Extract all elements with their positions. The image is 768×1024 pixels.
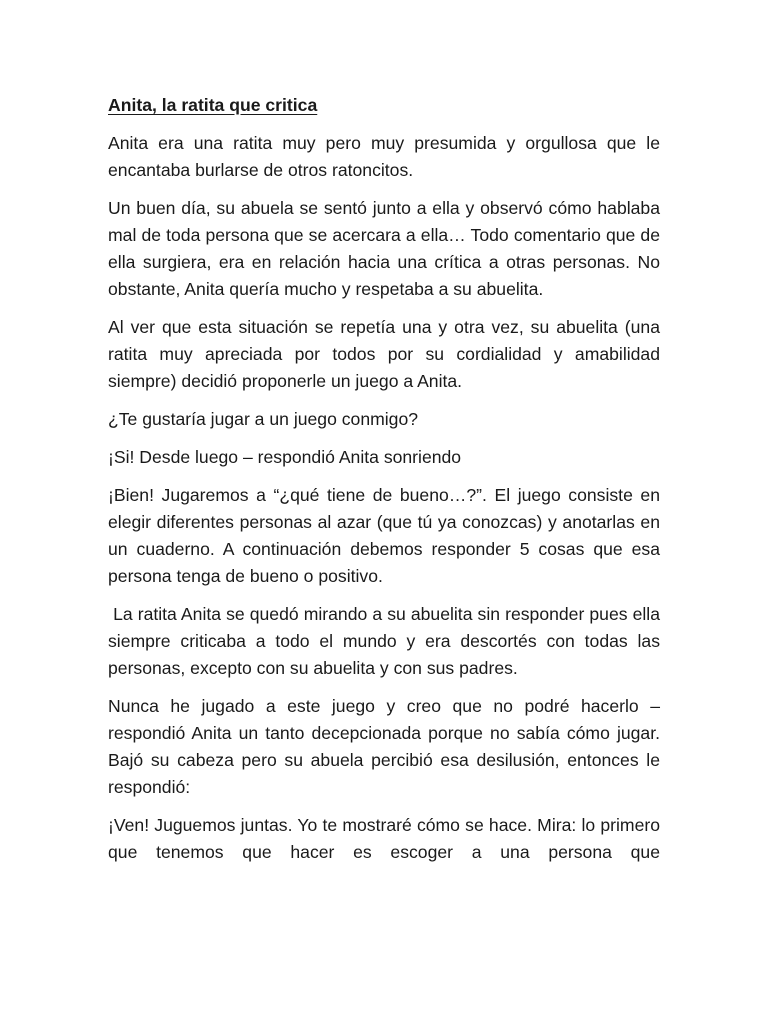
paragraph: Al ver que esta situación se repetía una y otra vez, su abuelita (una ratita muy apreciada por todos por su cordialidad y amabilidad siempre) decidió proponerle un juego a Anita. [108,317,660,391]
paragraph: Nunca he jugado a este juego y creo que no podré hacerlo – respondió Anita un tanto decepcionada porque no sabía cómo jugar. Bajó su cabeza pero su abuela percibió esa desilusión, entonces le respondió: [108,696,660,797]
paragraph: ¡Bien! Jugaremos a “¿qué tiene de bueno…?”. El juego consiste en elegir diferentes personas al azar (que tú ya conozcas) y anotarlas en un cuaderno. A continuación debemos responder 5 cosas que esa persona tenga de bueno o positivo. [108,485,660,586]
paragraph: La ratita Anita se quedó mirando a su abuelita sin responder pues ella siempre criticaba a todo el mundo y era descortés con todas las personas, excepto con su abuelita y con sus padres. [108,604,665,678]
paragraph: ¡Ven! Juguemos juntas. Yo te mostraré cómo se hace. Mira: lo primero que tenemos que hacer es escoger a una persona que [108,815,660,862]
paragraph: ¡Si! Desde luego – respondió Anita sonriendo [108,447,462,467]
paragraph: ¿Te gustaría jugar a un juego conmigo? [108,409,419,429]
document-title: Anita, la ratita que critica [108,95,318,115]
paragraph: Anita era una ratita muy pero muy presumida y orgullosa que le encantaba burlarse de otros ratoncitos. [108,133,660,180]
paragraph: Un buen día, su abuela se sentó junto a ella y observó cómo hablaba mal de toda persona que se acercara a ella… Todo comentario que de ella surgiera, era en relación hacia una crítica a otras personas. No obstante, Anita quería mucho y respetaba a su abuelita. [108,198,660,299]
